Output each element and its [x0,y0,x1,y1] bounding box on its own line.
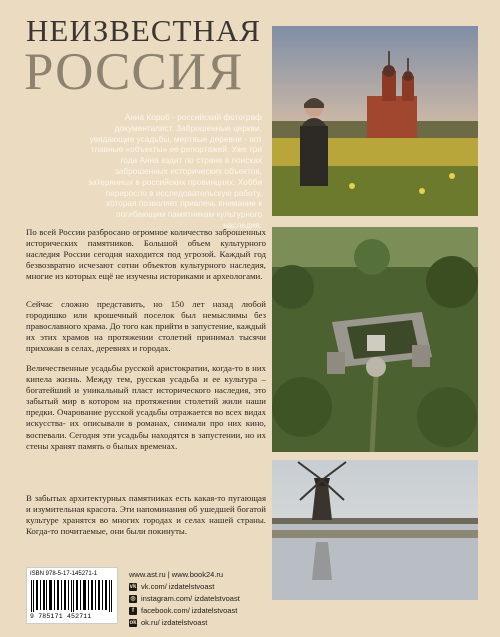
social-vk-text: vk.com/ izdatelstvoast [141,582,215,591]
paragraph-3: Величественные усадьбы русской аристократии, когда-то в них кипела жизнь. Между тем, русская усадьба и ее культура – богатейший и уникальный пласт исторического наследия, это забытый мир в котором на протяжении столетий жили наши предки. Очарование русской усадьбы отражается во всех видах искусства- их описывали в романах, снимали про них кино, воспевали. Сегодня эти усадьбы находятся в запустении, но их стены хранят память о былых временах. [26,363,266,451]
manor-aerial-photo [272,227,478,452]
barcode-digits: 9 785171 452711 [30,613,92,620]
ok-icon: ok [129,619,137,626]
paragraph-2: Сейчас сложно представить, но 150 лет назад любой городишко или крошечный поселок был немыслимы без православного храма. До того как прийти в запустение, каждый их этих храмов на протяжении столетий принимал тысячи прихожан в селах, деревнях и городах. [26,299,266,354]
social-facebook-text: facebook.com/ izdatelstvoast [141,606,238,615]
barcode [31,580,113,612]
social-instagram [129,594,240,603]
title-line-2: РОССИЯ [24,43,244,101]
isbn-barcode-block [26,567,118,624]
social-instagram-text: instagram.com/ izdatelstvoast [141,594,240,603]
title-line-1: НЕИЗВЕСТНАЯ [26,13,261,48]
paragraph-1: По всей России разбросано огромное количество заброшенных исторических памятников. Большой объем культурного наследия России сегодня находится под угрозой. Каждый год безвозвратно исчезают сотни объектов культурного наследия, многие из которых ещё не изучены историками и археологами. [26,227,266,282]
social-ok-text: ok.ru/ izdatelstvoast [141,618,208,627]
facebook-icon: f [129,607,137,615]
instagram-icon: ◎ [130,595,136,602]
windmill-photo [272,460,478,600]
author-photo [272,26,478,216]
author-bio: Анна Короб - российский фотограф документалист. Заброшенные церкви, увядающие усадьбы, мертвые деревни - вот главные «объекты» ее репортажей. Уже три года Анна ездит по стране в поисках заброшенных исторических объектов, затерянных в российских провинциях. Хобби переросло в исследовательскую работу, которая позволяет привлечь внимание к погибающим памятникам культурного наследия. [88,112,262,230]
paragraph-4: В забытых архитектурных памятниках есть какая-то пугающая и изумительная красота. Эти напоминания об ушедшей богатой культуре хранятся во многих городах и селах нашей страны. Когда-то почитаемые, они были покинуты. [26,493,266,537]
publisher-websites: www.ast.ru | www.book24.ru [129,570,224,579]
vk-icon: vk [129,583,137,590]
social-ok [129,618,207,627]
social-vk [129,582,214,591]
social-facebook [129,606,237,615]
isbn-label: ISBN 978-5-17-145271-1 [30,571,98,577]
